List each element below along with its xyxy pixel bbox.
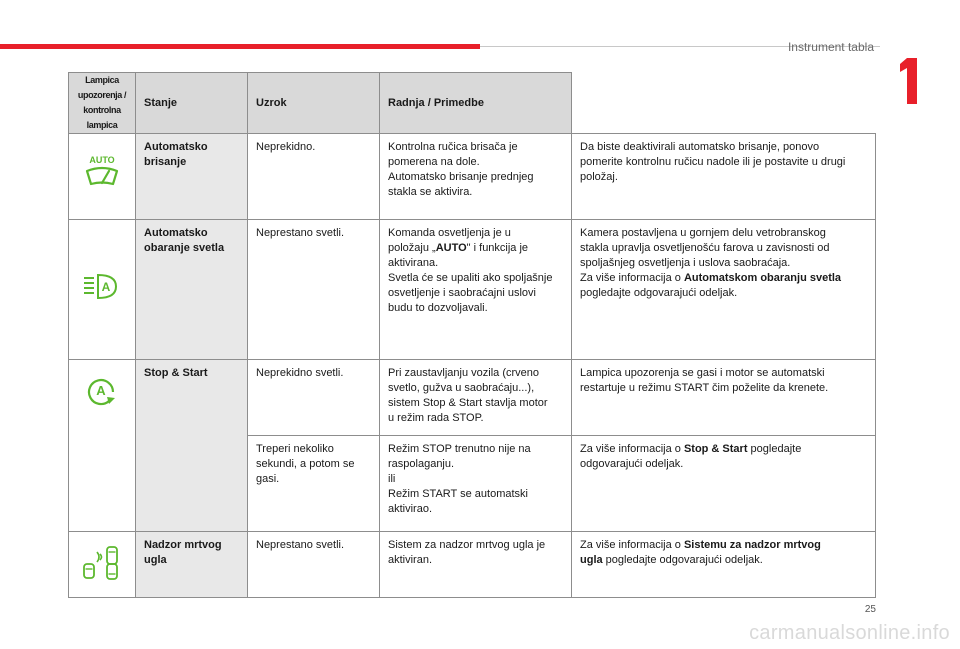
lamp-name: Nadzor mrtvog ugla [136,532,248,598]
cause-cell: Pri zaustavljanju vozila (crveno svetlo, gužva u saobraćaju...), sistem Stop & Start stavlja motor u režim rada STOP. [380,360,572,436]
page-number: 25 [864,604,876,615]
state-cell: Neprekidno svetli. [248,360,380,436]
table-row [69,220,876,360]
watermark: carmanualsonline.info [749,622,950,644]
lamp-name: Stop & Start [136,360,248,532]
icon-cell [69,134,136,220]
chapter-number [897,58,921,104]
cause-cell: Kontrolna ručica brisača je pomerena na dole. Automatsko brisanje prednjeg stakla se aktivira. [380,134,572,220]
state-cell: Neprestano svetli. [248,220,380,360]
lamp-name: Automatsko brisanje [136,134,248,220]
state-cell: Neprestano svetli. [248,532,380,598]
action-cell: Da biste deaktivirali automatsko brisanje, ponovo pomerite kontrolnu ručicu nadole ili je postavite u drugi položaj. [572,134,876,220]
svg-text:A: A [101,280,111,294]
svg-text:AUTO: AUTO [89,155,115,165]
action-cell: Za više informacija o Stop & Start pogledajte odgovarajući odeljak. [572,436,876,532]
table-header-row [69,73,876,134]
column-header: Uzrok [248,73,380,134]
section-title: Instrument tabla [787,40,874,54]
icon-cell [69,360,136,532]
column-header: Stanje [136,73,248,134]
blind-spot-monitoring-icon [80,544,124,580]
stop-start-icon [85,374,119,408]
icon-cell [69,532,136,598]
lamp-name: Automatsko obaranje svetla [136,220,248,360]
warning-lamps-table [68,72,876,598]
action-cell: Za više informacija o Sistemu za nadzor mrtvog ugla pogledajte odgovarajući odeljak. [572,532,876,598]
svg-text:A: A [96,383,106,398]
header-red-bar [0,44,480,49]
state-cell: Treperi nekoliko sekundi, a potom se gasi. [248,436,380,532]
state-cell: Neprekidno. [248,134,380,220]
table-row [69,532,876,598]
table-row [69,360,876,436]
auto-wiper-icon [82,154,122,194]
cause-cell: Komanda osvetljenja je u položaju „AUTO" i funkcija je aktivirana. Svetla će se upaliti ako spoljašnje osvetljenje i saobraćajni uslovi budu to dozvoljavali. [380,220,572,360]
icon-cell [69,220,136,360]
auto-dipping-headlamp-icon [82,272,122,302]
cause-cell: Režim STOP trenutno nije na raspolaganju. ili Režim START se automatski aktivirao. [380,436,572,532]
table-row [69,134,876,220]
column-header: Lampica upozorenja / kontrolna lampica [69,73,136,134]
action-cell: Lampica upozorenja se gasi i motor se automatski restartuje u režimu START čim poželite da krenete. [572,360,876,436]
cause-cell: Sistem za nadzor mrtvog ugla je aktiviran. [380,532,572,598]
column-header: Radnja / Primedbe [380,73,572,134]
action-cell: Kamera postavljena u gornjem delu vetrobranskog stakla upravlja osvetljenošću farova u zavisnosti od spoljašnjeg osvetljenja i uslova saobraćaja. Za više informacija o Automatskom obaranju svetla pogledajte odgovarajući odeljak. [572,220,876,360]
